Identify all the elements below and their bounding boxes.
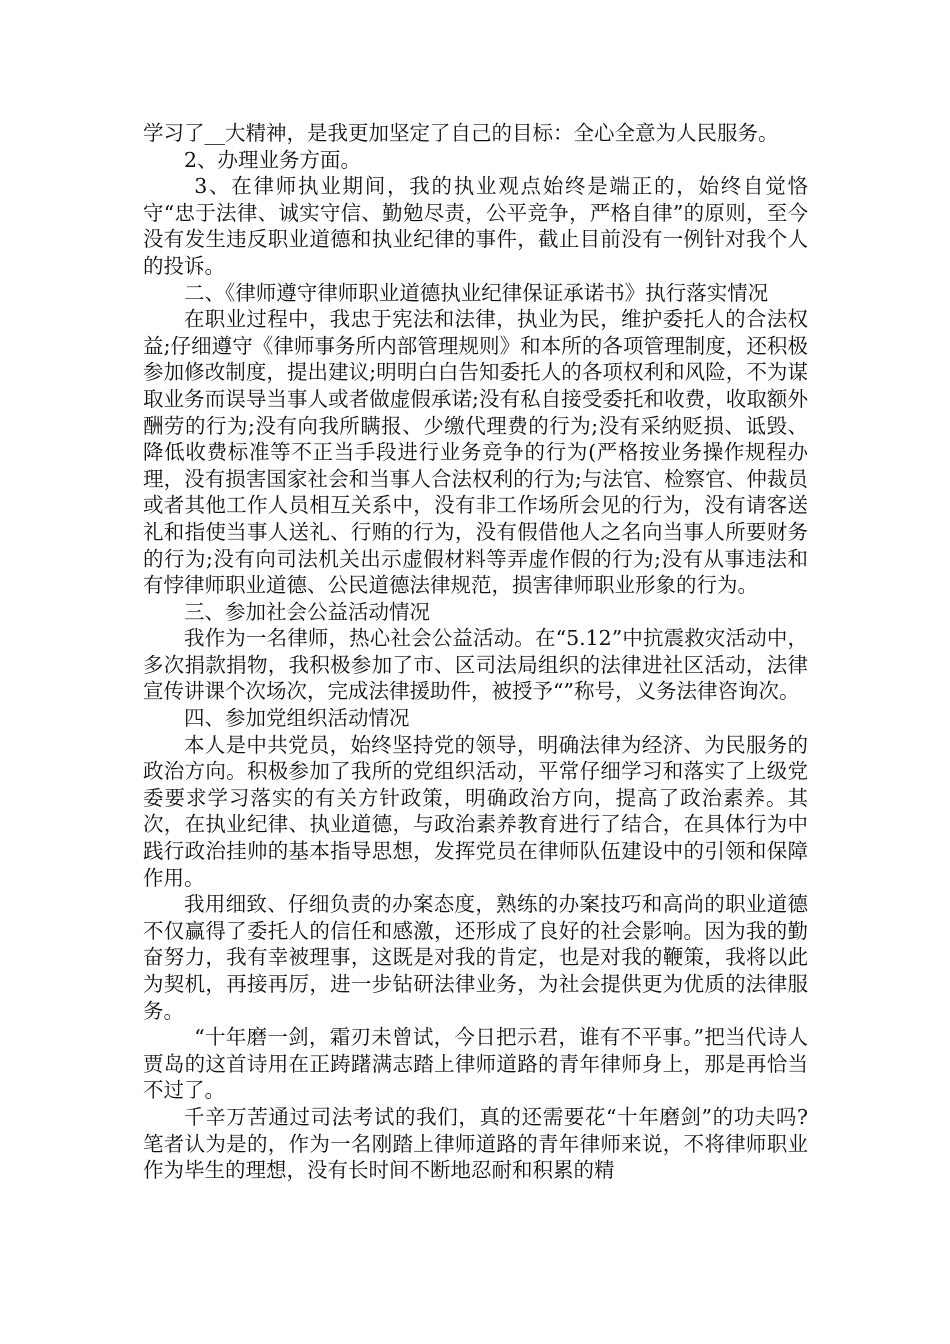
heading-public-welfare: 三、参加社会公益活动情况 (184, 599, 430, 624)
paragraph-practice-viewpoint: 3、在律师执业期间，我的执业观点始终是端正的，始终自觉恪守“忠于法律、诚实守信、勤勉尽责，公平竞争，严格自律”的原则，至今没有发生违反职业道德和执业纪律的事件，截止目前没有一例针对我个人的投诉。 (143, 174, 808, 278)
heading-party-activities: 四、参加党组织活动情况 (184, 706, 410, 731)
paragraph-study-spirit: 学习了__大精神，是我更加坚定了自己的目标：全心全意为人民服务。 (143, 121, 779, 145)
heading-commitment-implementation: 二、《律师遵守律师职业道德执业纪律保证承诺书》执行落实情况 (184, 280, 769, 305)
paragraph-professional-conduct: 在职业过程中，我忠于宪法和法律，执业为民，维护委托人的合法权益;仔细遵守《律师事务所内部管理规则》和本所的各项管理制度，还积极参加修改制度，提出建议;明明白白告知委托人的各项权利和风险，不为谋取业务而误导当事人或者做虚假承诺;没有私自接受委托和收费，收取额外酬劳的行为;没有向我所瞒报、少缴代理费的行为;没有采纳贬损、诋毁、降低收费标准等不正当手段进行业务竞争的行为(严格按业务操作规程办理，没有损害国家社会和当事人合法权利的行为;与法官、检察官、仲裁员或者其他工作人员相互关系中，没有非工作场所会见的行为，没有请客送礼和指使当事人送礼、行贿的行为，没有假借他人之名向当事人所要财务的行为;没有向司法机关出示虚假材料等弄虚作假的行为;没有从事违法和有悖律师职业道德、公民道德法律规范，损害律师职业形象的行为。 (143, 307, 808, 598)
paragraph-public-welfare: 我作为一名律师，热心社会公益活动。在“5.12”中抗震救灾活动中，多次捐款捐物，我积极参加了市、区司法局组织的法律进社区活动，法律宣传讲课个次场次，完成法律援助件，被授予“”称号，义务法律咨询次。 (143, 626, 808, 704)
paragraph-business-handling: 2、办理业务方面。 (184, 147, 362, 172)
paragraph-case-attitude: 我用细致、仔细负责的办案态度，熟练的办案技巧和高尚的职业道德不仅赢得了委托人的信任和感激，还形成了良好的社会影响。因为我的勤奋努力，我有幸被理事，这既是对我的肯定，也是对我的鞭策，我将以此为契机，再接再厉，进一步钻研法律业务，为社会提供更为优质的法律服务。 (143, 892, 808, 1023)
paragraph-party-activities: 本人是中共党员，始终坚持党的领导，明确法律为经济、为民服务的政治方向。积极参加了我所的党组织活动，平常仔细学习和落实了上级党委要求学习落实的有关方针政策，明确政治方向，提高了政治素养。其次，在执业纪律、执业道德，与政治素养教育进行了结合，在具体行为中践行政治挂帅的基本指导思想，发挥党员在律师队伍建设中的引领和保障作用。 (143, 732, 808, 890)
paragraph-poem-quote: “十年磨一剑，霜刃未曾试，今日把示君，谁有不平事。”把当代诗人贾岛的这首诗用在正踌躇满志踏上律师道路的青年律师身上，那是再恰当不过了。 (143, 1025, 808, 1103)
paragraph-ten-years-sword: 千辛万苦通过司法考试的我们，真的还需要花“十年磨剑”的功夫吗?笔者认为是的，作为一名刚踏上律师道路的青年律师来说，不将律师职业作为毕生的理想，没有长时间不断地忍耐和积累的精 (143, 1104, 808, 1183)
document-body (143, 120, 808, 1184)
